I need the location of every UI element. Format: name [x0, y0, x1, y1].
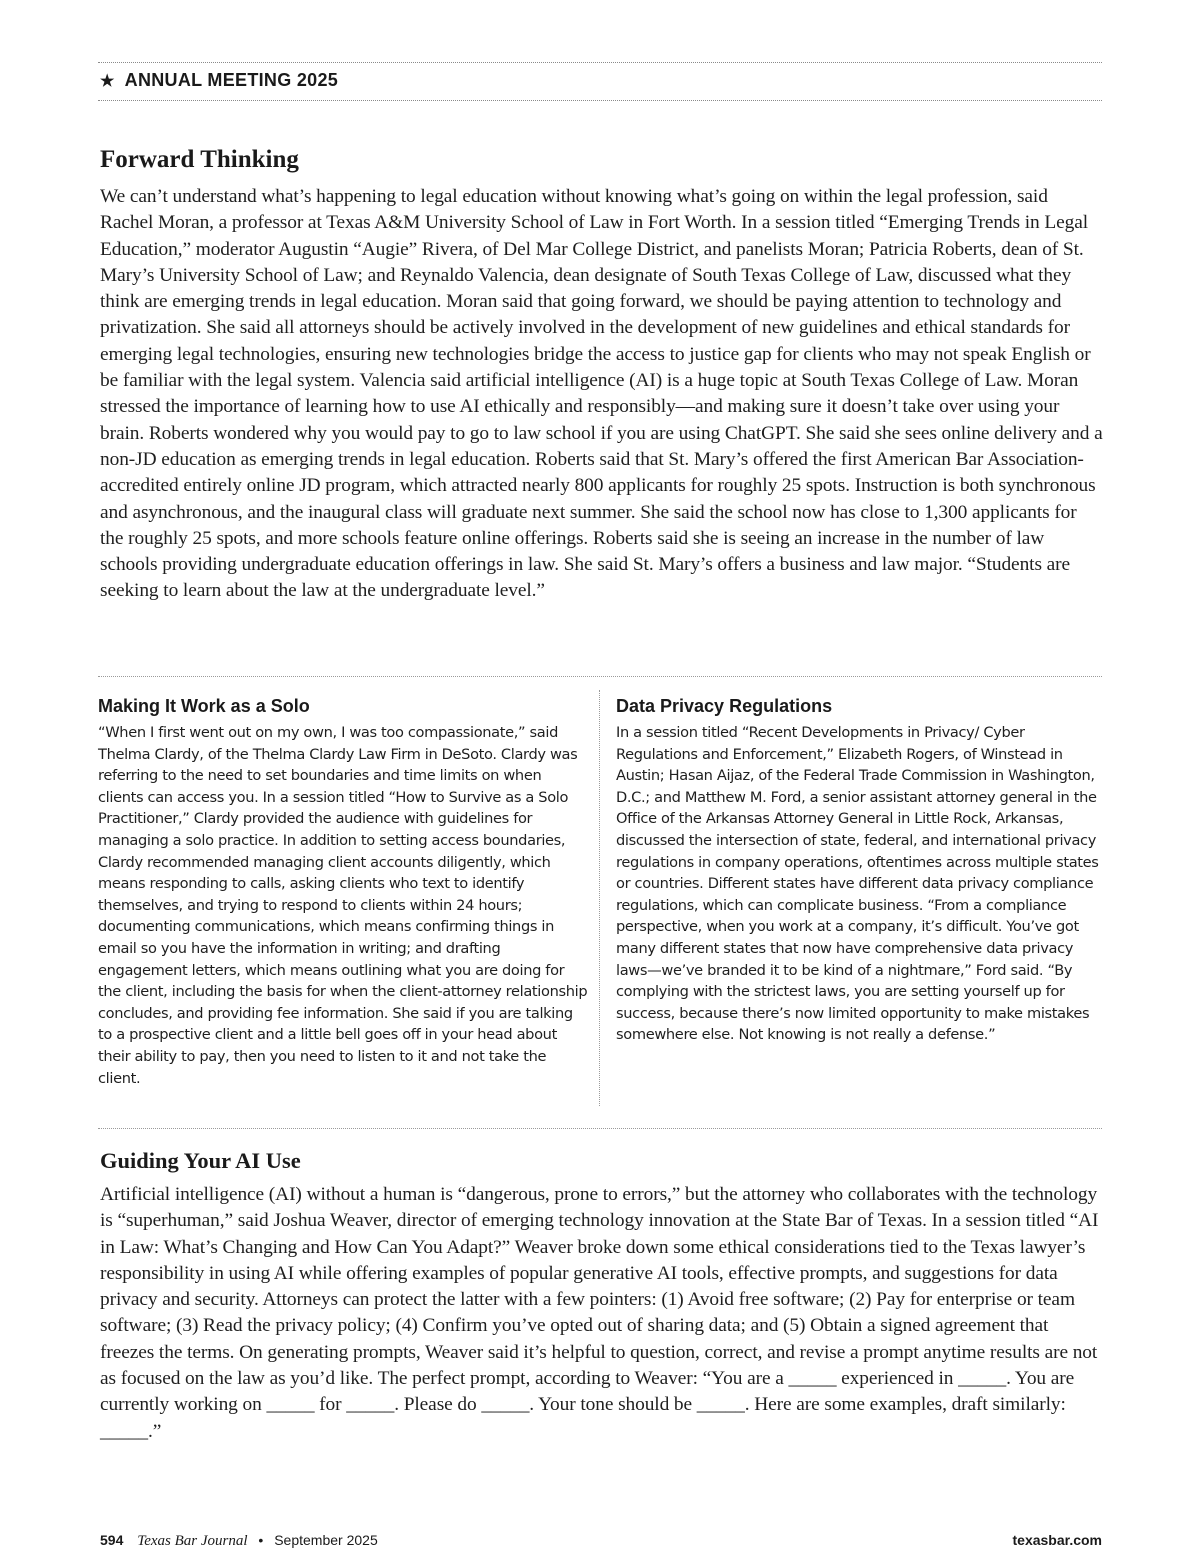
guiding-ai-heading: Guiding Your AI Use — [100, 1148, 301, 1173]
star-icon: ★ — [100, 72, 115, 90]
forward-thinking-heading: Forward Thinking — [100, 146, 299, 173]
journal-title: Texas Bar Journal — [137, 1533, 248, 1549]
section-label: ANNUAL MEETING 2025 — [124, 70, 339, 90]
header-top-rule — [98, 62, 1102, 63]
privacy-section — [616, 694, 1106, 1046]
privacy-heading: Data Privacy Regulations — [616, 696, 833, 716]
page-footer — [100, 1532, 1102, 1550]
site-link[interactable]: texasbar.com — [1012, 1532, 1102, 1548]
footer-left — [100, 1532, 378, 1550]
forward-thinking-body: We can’t understand what’s happening to legal education without knowing what’s going on within the legal profession, said Rachel Moran, a professor at Texas A&M University School of Law in Fort Worth. In a session titled “Emerging Trends in Legal Education,” moderator Augustin “Augie” Rivera, of Del Mar College District, and panelists Moran; Patricia Roberts, dean of St. Mary’s University School of Law; and Reynaldo Valencia, dean designate of South Texas College of Law, discussed what they think are emerging trends in legal education. Moran said that going forward, we should be paying attention to technology and privatization. She said all attorneys should be actively involved in the development of new guidelines and ethical standards for emerging legal technologies, ensuring new technologies bridge the access to justice gap for clients who may not speak English or be familiar with the legal system. Valencia said artificial intelligence (AI) is a huge topic at South Texas College of Law. Moran stressed the importance of learning how to use AI ethically and responsibly—and making sure it doesn’t take over using your brain. Roberts wondered why you would pay to go to law school if you are using ChatGPT. She said she sees online delivery and a non-JD education as emerging trends in legal education. Roberts said that St. Mary’s offered the first American Bar Association- accredited entirely online JD program, which attracted nearly 800 applicants for roughly 25 spots. Instruction is both synchronous and asynchronous, and the inaugural class will graduate next summer. She said the school now has close to 1,300 applicants for the roughly 25 spots, and more schools feature online offerings. Roberts said she is seeing an increase in the number of law schools providing undergraduate education offerings in law. She said St. Mary’s offers a business and law major. “Students are seeking to learn about the law at the undergraduate level.” — [100, 186, 1103, 602]
section-tag — [100, 70, 338, 91]
section-divider — [98, 1128, 1102, 1129]
solo-section — [98, 694, 588, 1089]
privacy-body: In a session titled “Recent Developments in Privacy/ Cyber Regulations and Enforcement,” Elizabeth Rogers, of Winstead in Austin; Hasan Aijaz, of the Federal Trade Commission in Washington, D.C.; and Matthew M. Ford, a senior assistant attorney general in the Office of the Arkansas Attorney General in Little Rock, Arkansas, discussed the intersection of state, federal, and international privacy regulations in company operations, oftentimes across multiple states or countries. Different states have different data privacy compliance regulations, which can complicate business. “From a compliance perspective, when you work at a company, it’s difficult. You’ve got many different states that now have comprehensive data privacy laws—we’ve branded it to be kind of a nightmare,” Ford said. “By complying with the strictest laws, you are setting yourself up for success, because there’s now limited opportunity to make mistakes somewhere else. Not knowing is not really a defense.” — [616, 724, 1099, 1044]
guiding-ai-body: Artificial intelligence (AI) without a human is “dangerous, prone to errors,” but the attorney who collaborates with the technology is “superhuman,” said Joshua Weaver, director of emerging technology innovation at the State Bar of Texas. In a session titled “AI in Law: What’s Changing and How Can You Adapt?” Weaver broke down some ethical considerations tied to the Texas lawyer’s responsibility in using AI while offering examples of popular generative AI tools, effective prompts, and suggestions for data privacy and security. Attorneys can protect the latter with a few pointers: (1) Avoid free software; (2) Pay for enterprise or team software; (3) Read the privacy policy; (4) Confirm you’ve opted out of sharing data; and (5) Obtain a signed agreement that freezes the terms. On generating prompts, Weaver said it’s helpful to question, correct, and revise a prompt anytime results are not as focused on the law as you’d like. The perfect prompt, according to Weaver: “You are a _____ experienced in _____. You are currently working on _____ for _____. Please do _____. Your tone should be _____. Here are some examples, draft similarly: _____.” — [100, 1184, 1099, 1442]
forward-thinking-section — [100, 144, 1104, 605]
footer-bullet: • — [258, 1532, 264, 1548]
guiding-ai-section — [100, 1146, 1104, 1445]
page-number: 594 — [100, 1532, 124, 1548]
solo-heading: Making It Work as a Solo — [98, 696, 310, 716]
header-bottom-rule — [98, 100, 1102, 101]
column-divider — [599, 690, 600, 1106]
section-divider — [98, 676, 1102, 677]
solo-body: “When I first went out on my own, I was too compassionate,” said Thelma Clardy, of the Thelma Clardy Law Firm in DeSoto. Clardy was referring to the need to set boundaries and time limits on when clients can access you. In a session titled “How to Survive as a Solo Practitioner,” Clardy provided the audience with guidelines for managing a solo practice. In addition to setting access boundaries, Clardy recommended managing client accounts diligently, which means responding to calls, asking clients who text to identify themselves, and trying to respond to clients within 24 hours; documenting communications, which means confirming things in email so you have the information in writing; and drafting engagement letters, which means outlining what you are doing for the client, including the basis for when the client-attorney relationship concludes, and providing fee information. She said if you are talking to a prospective client and a little bell goes off in your head about their ability to pay, then you need to listen to it and not take the client. — [98, 724, 588, 1087]
issue-date: September 2025 — [274, 1532, 378, 1548]
